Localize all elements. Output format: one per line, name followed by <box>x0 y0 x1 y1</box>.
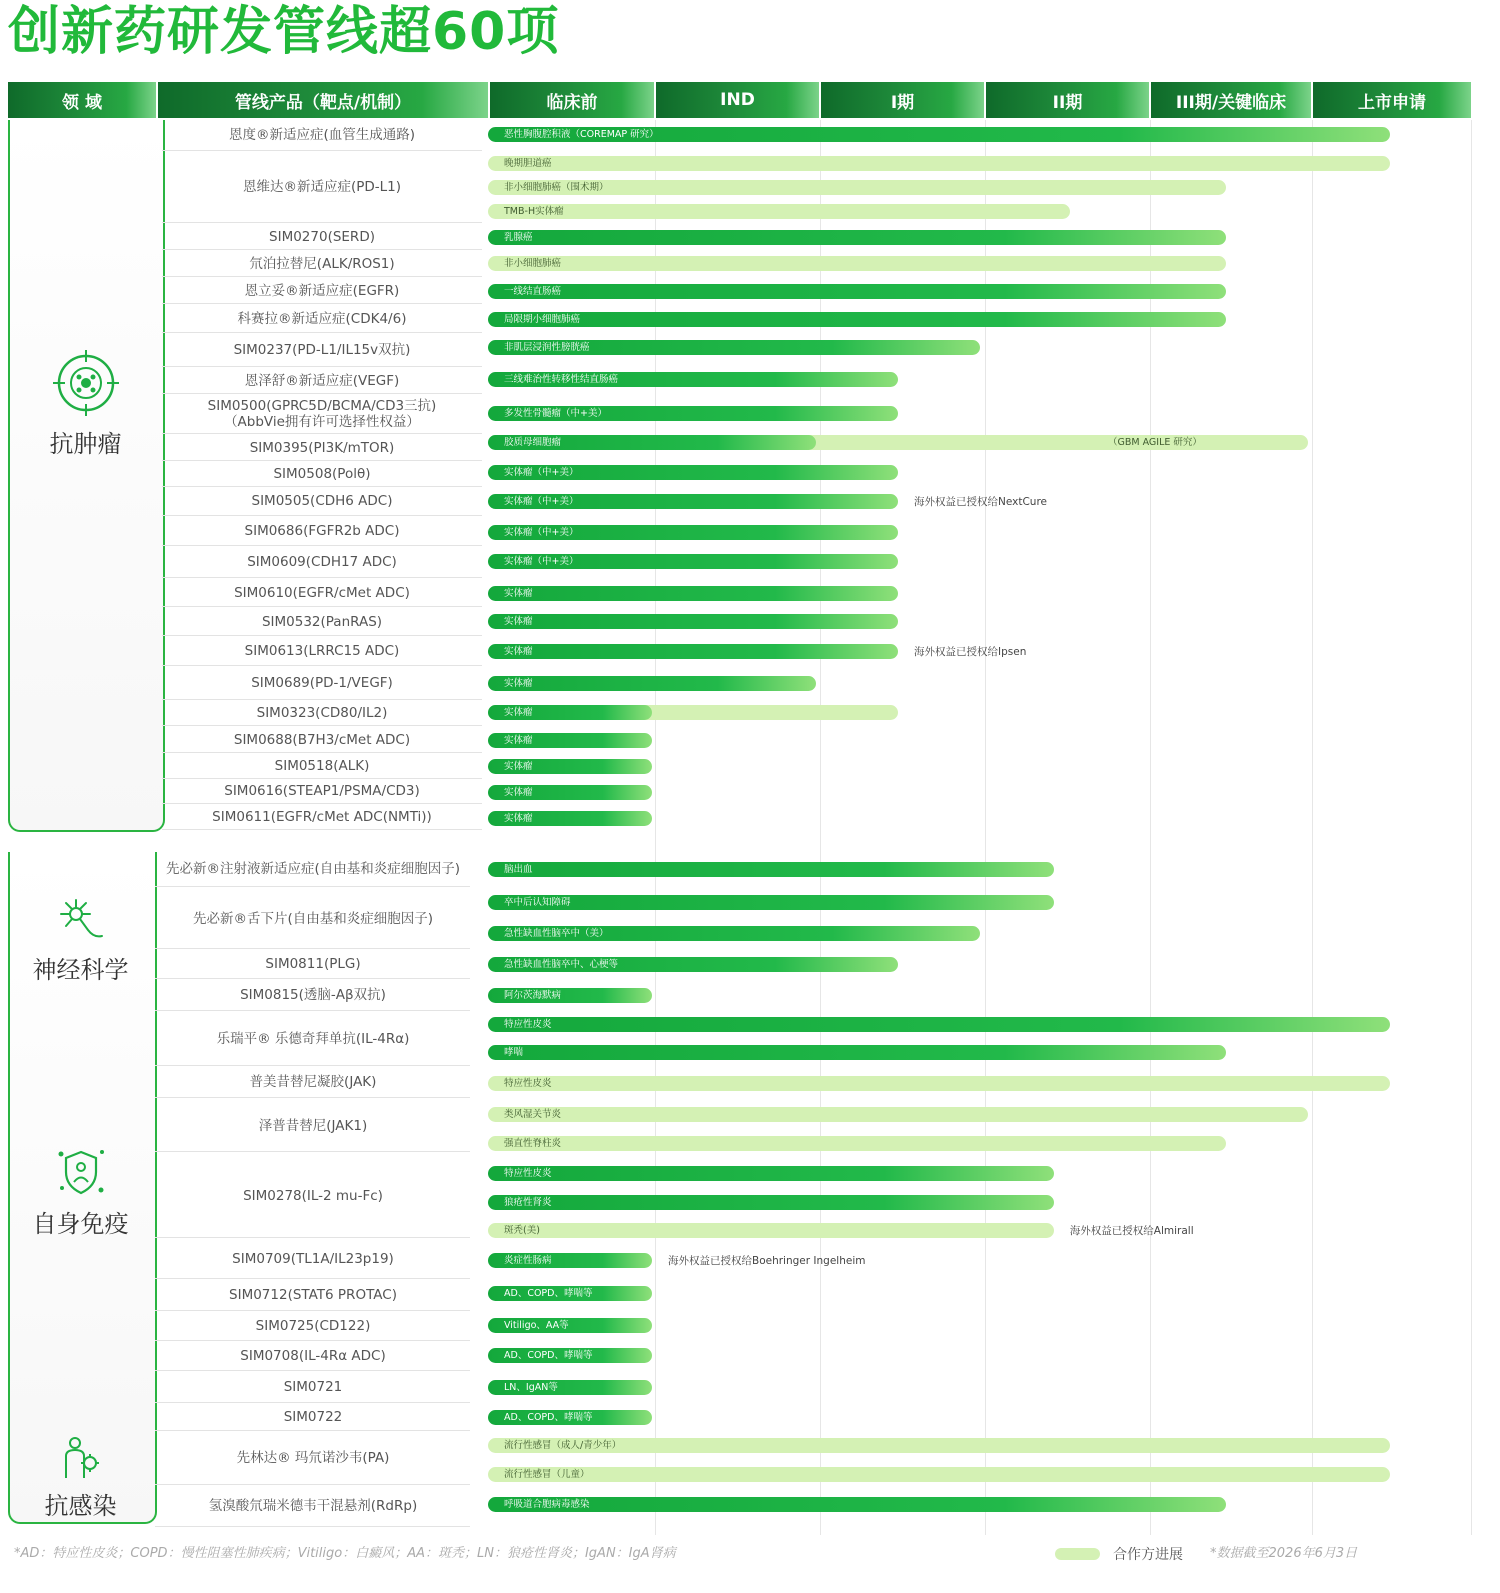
pipeline-bar <box>488 1017 1390 1032</box>
product-name: SIM0616(STEAP1/PSMA/CD3) <box>224 783 420 799</box>
row-separator <box>155 1526 470 1527</box>
grid-line <box>1312 120 1313 1535</box>
pipeline-bar-label: 炎症性肠病 <box>504 1255 552 1266</box>
immune-shield-icon <box>56 1146 106 1198</box>
product-name: SIM0395(PI3K/mTOR) <box>249 439 395 456</box>
product-name: SIM0518(ALK) <box>274 758 370 774</box>
product-name: SIM0686(FGFR2b ADC) <box>244 523 400 539</box>
product-name: 普美昔替尼凝胶(JAK) <box>249 1074 377 1090</box>
row-separator <box>155 1340 470 1341</box>
pipeline-bar-label: 实体瘤（中+美） <box>504 496 579 507</box>
domain-anti-infective <box>8 1436 153 1521</box>
row-separator <box>162 276 482 277</box>
pipeline-bar <box>488 230 1226 245</box>
domain-neuroscience <box>8 896 153 985</box>
pipeline-bar-label: 胶质母细胞瘤 <box>504 437 562 448</box>
pipeline-bar-label: 实体瘤 <box>504 646 533 657</box>
pipeline-bar <box>488 1497 1226 1512</box>
pipeline-bar <box>488 862 1054 877</box>
product-name: 先必新®注射液新适应症(自由基和炎症细胞因子) <box>165 861 461 877</box>
header-stage-preclinical: 临床前 <box>490 82 654 118</box>
domain-label-oncology: 抗肿瘤 <box>49 430 122 458</box>
legend-partner-label: 合作方进展 <box>1113 1547 1183 1563</box>
pipeline-bar-label: 狼疮性肾炎 <box>504 1197 552 1208</box>
product-name: SIM0611(EGFR/cMet ADC(NMTi)) <box>212 809 432 825</box>
product-name: 泽普昔替尼(JAK1) <box>258 1118 368 1134</box>
pipeline-bar-partner <box>488 1107 1308 1122</box>
header-stage-phase3: III期/关键临床 <box>1151 82 1311 118</box>
row-separator <box>162 393 482 394</box>
grid-line <box>985 120 986 1535</box>
row-separator <box>155 886 470 887</box>
pipeline-bar-label: 实体瘤（中+美） <box>504 467 579 478</box>
pipeline-bar-partner <box>488 256 1226 271</box>
header-stage-ind: IND <box>656 82 819 118</box>
pipeline-bar-label: 实体瘤 <box>504 616 533 627</box>
licensing-note: 海外权益已授权给NextCure <box>914 496 1047 508</box>
legend-partner-swatch <box>1055 1548 1100 1560</box>
licensing-note: 海外权益已授权给Ipsen <box>914 646 1027 658</box>
pipeline-bar-label: 非小细胞肺癌（围术期） <box>504 182 609 193</box>
pipeline-bar <box>488 586 898 601</box>
row-separator <box>162 515 482 516</box>
product-name: SIM0613(LRRC15 ADC) <box>244 643 400 659</box>
row-separator <box>162 829 482 830</box>
pipeline-bar-label: 乳腺癌 <box>504 232 533 243</box>
product-name: SIM0722 <box>283 1409 343 1425</box>
pipeline-bar-label: 呼吸道合胞病毒感染 <box>504 1499 590 1510</box>
pipeline-bar-label: TMB-H实体瘤 <box>504 206 564 217</box>
product-name: SIM0237(PD-L1/IL15v双抗) <box>233 342 411 358</box>
product-name: SIM0505(CDH6 ADC) <box>251 493 393 509</box>
product-name: SIM0721 <box>283 1379 343 1395</box>
pipeline-bar-label: 实体瘤 <box>504 813 533 824</box>
pipeline-bar-label: 非小细胞肺癌 <box>504 258 562 269</box>
pipeline-bar-label: 实体瘤 <box>504 787 533 798</box>
product-name: SIM0532(PanRAS) <box>261 613 383 630</box>
pipeline-bar-partner <box>488 1223 1054 1238</box>
row-separator <box>162 699 482 700</box>
pipeline-bar-label: 三线难治性转移性结直肠癌 <box>504 374 619 385</box>
row-separator <box>162 545 482 546</box>
row-separator <box>155 1097 470 1098</box>
cancer-cell-icon <box>51 348 121 418</box>
pipeline-bar-label: 流行性感冒（成人/青少年） <box>504 1440 622 1451</box>
neuron-icon <box>56 896 106 944</box>
row-separator <box>162 433 482 434</box>
pipeline-bar-label: 局限期小细胞肺癌 <box>504 314 581 325</box>
product-name: SIM0323(CD80/IL2) <box>256 705 388 721</box>
pipeline-bar-label: 实体瘤 <box>504 761 533 772</box>
product-name: 先必新®舌下片(自由基和炎症细胞因子) <box>192 911 434 927</box>
domain-oncology <box>8 348 163 459</box>
pipeline-bar <box>488 676 816 691</box>
pipeline-bar-partner <box>488 204 1070 219</box>
pipeline-bar-label: 卒中后认知障碍 <box>504 897 571 908</box>
pipeline-bar <box>488 1045 1226 1060</box>
licensing-note: 海外权益已授权给Boehringer Ingelheim <box>668 1255 866 1267</box>
product-name: SIM0688(B7H3/cMet ADC) <box>233 731 411 748</box>
product-name: 恩泽舒®新适应症(VEGF) <box>244 372 400 389</box>
pipeline-bar-label: 实体瘤（中+美） <box>504 556 579 567</box>
pipeline-bar-label: AD、COPD、哮喘等 <box>504 1288 593 1299</box>
oncology-panel <box>8 120 165 832</box>
pipeline-bar-label: 斑秃(美) <box>504 1225 540 1236</box>
row-separator <box>162 635 482 636</box>
footer-abbreviations: *AD：特应性皮炎；COPD：慢性阻塞性肺疾病；Vitiligo：白癜风；AA：斑秃；LN：狼疮性肾炎；IgAN：IgA肾病 <box>14 1546 676 1561</box>
product-name: SIM0500(GPRC5D/BCMA/CD3三抗) （AbbVie拥有许可选择性权益） <box>207 398 437 430</box>
pipeline-bar-label: 类风湿关节炎 <box>504 1109 562 1120</box>
grid-line <box>820 120 821 1535</box>
grid-line <box>655 120 656 1535</box>
product-name: 先林达® 玛氘诺沙韦(PA) <box>236 1450 390 1466</box>
pipeline-bar-partner <box>488 1467 1390 1482</box>
row-separator <box>162 222 482 223</box>
product-name: 氘泊拉替尼(ALK/ROS1) <box>249 255 395 272</box>
header-stage-phase1: I期 <box>821 82 984 118</box>
pipeline-bar-label: Vitiligo、AA等 <box>504 1320 569 1331</box>
pipeline-bar-label: 阿尔茨海默病 <box>504 990 562 1001</box>
product-name: 科赛拉®新适应症(CDK4/6) <box>237 310 407 327</box>
row-separator <box>155 1430 470 1431</box>
product-name: 氢溴酸氘瑞米德韦干混悬剂(RdRp) <box>208 1498 418 1514</box>
product-name: SIM0689(PD-1/VEGF) <box>251 675 393 691</box>
pipeline-bar-label: 实体瘤 <box>504 707 533 718</box>
row-separator <box>162 725 482 726</box>
product-name: 恩立妥®新适应症(EGFR) <box>244 282 400 299</box>
row-separator <box>155 1278 470 1279</box>
grid-line <box>1150 120 1151 1535</box>
pipeline-bar-label: 特应性皮炎 <box>504 1019 552 1030</box>
domain-label-autoimmune: 自身免疫 <box>32 1210 129 1238</box>
product-name: SIM0712(STAT6 PROTAC) <box>229 1287 397 1303</box>
row-separator <box>155 1237 470 1238</box>
pipeline-bar-label: 急性缺血性脑卒中（美） <box>504 928 609 939</box>
product-name: SIM0708(IL-4Rα ADC) <box>240 1348 386 1364</box>
pipeline-bar <box>488 284 1226 299</box>
product-name: SIM0610(EGFR/cMet ADC) <box>234 584 410 601</box>
pipeline-bar-label: 强直性脊柱炎 <box>504 1138 562 1149</box>
pipeline-bar <box>488 644 898 659</box>
product-name: SIM0811(PLG) <box>265 956 361 972</box>
page-title: 创新药研发管线超60项 <box>8 2 560 62</box>
header-domain: 领 域 <box>8 82 156 118</box>
product-name: SIM0709(TL1A/IL23p19) <box>232 1251 394 1267</box>
product-name: 恩度®新适应症(血管生成通路) <box>228 127 416 143</box>
partner-bar-label: （GBM AGILE 研究） <box>1108 437 1202 448</box>
pipeline-bar-partner <box>488 1136 1226 1151</box>
row-separator <box>155 1065 470 1066</box>
pipeline-bar-label: 多发性骨髓瘤（中+美） <box>504 408 607 419</box>
grid-line <box>1471 120 1472 1535</box>
pipeline-bar-label: 非肌层浸润性膀胱癌 <box>504 342 590 353</box>
licensing-note: 海外权益已授权给Almirall <box>1069 1225 1194 1237</box>
row-separator <box>162 665 482 666</box>
product-name: 恩维达®新适应症(PD-L1) <box>242 179 402 195</box>
pipeline-bar-partner <box>488 1076 1390 1091</box>
header-stage-phase2: II期 <box>986 82 1149 118</box>
row-separator <box>162 752 482 753</box>
pipeline-bar-label: 一线结直肠癌 <box>504 286 562 297</box>
pipeline-bar-label: 恶性胸腹腔积液（COREMAP 研究） <box>504 129 659 140</box>
header-stage-nda: 上市申请 <box>1313 82 1471 118</box>
pipeline-bar-label: 实体瘤 <box>504 588 533 599</box>
pipeline-bar-label: 流行性感冒（儿童） <box>504 1469 590 1480</box>
row-separator <box>155 948 470 949</box>
row-separator <box>155 1370 470 1371</box>
pipeline-bar-label: 哮喘 <box>504 1047 524 1058</box>
pipeline-bar-label: 晚期胆道癌 <box>504 158 552 169</box>
row-separator <box>155 1402 470 1403</box>
row-separator <box>162 303 482 304</box>
row-separator <box>162 803 482 804</box>
product-name: SIM0508(Polθ) <box>273 466 371 482</box>
pipeline-bar <box>488 614 898 629</box>
domain-autoimmune <box>8 1146 153 1239</box>
product-name: SIM0270(SERD) <box>269 228 375 245</box>
pipeline-bar-label: AD、COPD、哮喘等 <box>504 1350 593 1361</box>
domain-label-neuroscience: 神经科学 <box>32 956 129 984</box>
row-separator <box>155 1484 470 1485</box>
row-separator <box>162 249 482 250</box>
row-separator <box>155 1010 470 1011</box>
row-separator <box>162 332 482 333</box>
row-separator <box>162 366 482 367</box>
product-name: SIM0609(CDH17 ADC) <box>247 554 397 570</box>
domain-label-anti-infective: 抗感染 <box>44 1492 117 1520</box>
row-separator <box>155 1151 470 1152</box>
pipeline-bar-label: 急性缺血性脑卒中、心梗等 <box>504 959 619 970</box>
pipeline-bar <box>488 312 1226 327</box>
pipeline-bar-partner <box>488 1438 1390 1453</box>
row-separator <box>155 1310 470 1311</box>
pipeline-bar-label: 脑出血 <box>504 864 533 875</box>
pipeline-bar-label: AD、COPD、哮喘等 <box>504 1412 593 1423</box>
product-name: SIM0725(CD122) <box>255 1318 371 1334</box>
pipeline-bar-label: 实体瘤 <box>504 735 533 746</box>
product-name: 乐瑞平® 乐德奇拜单抗(IL-4Rα) <box>216 1031 410 1047</box>
product-name: SIM0278(IL-2 mu-Fc) <box>243 1188 383 1204</box>
row-separator <box>162 606 482 607</box>
product-name: SIM0815(透脑-Aβ双抗) <box>240 987 386 1003</box>
pipeline-bar <box>488 1166 1054 1181</box>
pipeline-bar <box>488 1195 1054 1210</box>
row-separator <box>162 460 482 461</box>
row-separator <box>162 150 482 151</box>
pipeline-bar <box>488 895 1054 910</box>
pipeline-bar-label: 实体瘤 <box>504 678 533 689</box>
header-product: 管线产品（靶点/机制） <box>158 82 488 118</box>
pipeline-bar-label: 特应性皮炎 <box>504 1168 552 1179</box>
footer-date: *数据截至2026年6月3日 <box>1210 1546 1358 1561</box>
row-separator <box>155 978 470 979</box>
infection-person-icon <box>61 1436 101 1480</box>
row-separator <box>162 577 482 578</box>
pipeline-bar-partner <box>488 156 1390 171</box>
pipeline-bar-label: 特应性皮炎 <box>504 1078 552 1089</box>
pipeline-bar-label: LN、IgAN等 <box>504 1382 558 1393</box>
pipeline-bar-label: 实体瘤（中+美） <box>504 527 579 538</box>
